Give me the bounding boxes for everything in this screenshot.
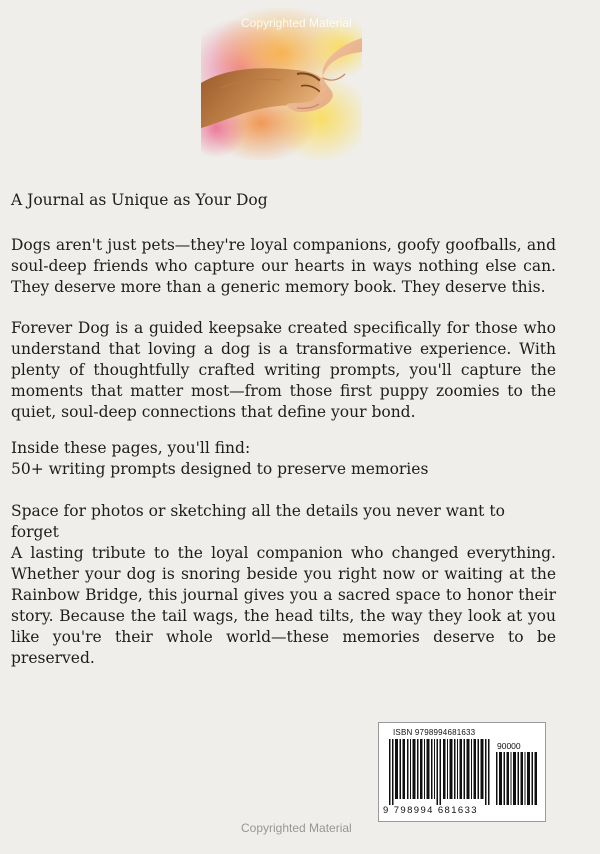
paragraph-photos: Space for photos or sketching all the details you never want to forget [11, 502, 505, 541]
watermark-top: Copyrighted Material [241, 16, 352, 30]
price-code: 90000 [497, 741, 521, 751]
price-barcode-bars [496, 752, 538, 805]
isbn-label: ISBN 9798994681633 [393, 728, 476, 737]
isbn-digits: 9 798994 681633 [383, 805, 478, 816]
writing-prompts-item: 50+ writing prompts designed to preserve memories [11, 460, 429, 478]
paragraph-forever-dog: Forever Dog is a guided keepsake created specifically for those who understand that loving a dog is a transformative experience. With plenty of thoughtfully crafted writing prompts, you'll capture the moments that matter most—from those first puppy zoomies to the quiet, soul-deep connections that define your bond. [11, 319, 556, 421]
barcode-bars [389, 739, 493, 805]
paragraph-inside-pages [11, 438, 556, 480]
watermark-bottom: Copyrighted Material [241, 821, 352, 835]
paragraph-dogs: Dogs aren't just pets—they're loyal companions, goofy goofballs, and soul-deep friends who capture our hearts in ways nothing else can. They deserve more than a generic memory book. They deserve this. [11, 236, 556, 296]
dog-paw-in-hand-icon [201, 8, 362, 160]
paragraph-tribute: A lasting tribute to the loyal companion who changed everything. Whether your dog is snoring beside you right now or waiting at the Rainbow Bridge, this journal gives you a sacred space to honor their story. Because the tail wags, the head tilts, the way they look at you like you're their whole world—these memories deserve to be preserved. [11, 544, 556, 667]
isbn-barcode [378, 722, 546, 822]
cover-illustration [201, 8, 362, 160]
section-heading: A Journal as Unique as Your Dog [11, 191, 268, 209]
inside-pages-intro: Inside these pages, you'll find: [11, 439, 251, 457]
